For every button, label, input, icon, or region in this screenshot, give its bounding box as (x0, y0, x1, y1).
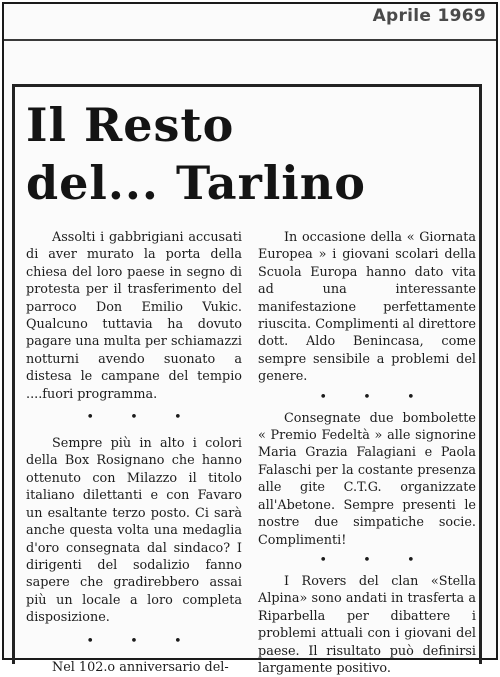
item-separator: • • • (86, 410, 198, 426)
article-headline (26, 96, 366, 212)
news-item-premio-fedelta: Consegnate due bombolette « Premio Fedeltà » alle signorine Maria Grazia Falagiani e Paola Falaschi per la costante presenza alle gite C.T.G. organizzate all'Abetone. Sempre presenti le nostre due simpatiche socie. Complimenti! (258, 410, 476, 548)
news-item-rovers: I Rovers del clan «Stella Alpina» sono andati in trasferta a Riparbella per dibattere i problemi attuali con i giovani del paese. Il risultato può definirsi largamente positivo. (258, 573, 476, 676)
issue-date: Aprile 1969 (372, 6, 486, 26)
headline-line-2: del... Tarlino (26, 156, 366, 210)
headline-line-1: Il Resto (26, 98, 235, 152)
news-item-giornata-europea: In occasione della « Giornata Europea » i giovani scolari della Scuola Europa hanno dato vita ad una interessante manifestazione perfettamente riuscita. Complimenti al direttore dott. Aldo Benincasa, come sempre sensibile a problemi del genere. (258, 230, 476, 385)
item-separator: • • • (86, 633, 198, 649)
news-item-box-rosignano: Sempre più in alto i colori della Box Rosignano che hanno ottenuto con Milazzo il titolo italiano dilettanti e con Favaro un esaltante terzo posto. Ci sarà anche questa volta una medaglia d'oro consegnata dal sindaco? I dirigenti del sodalizio fanno sapere che gradirebbero assai più un locale a loro completa disposizione. (26, 436, 242, 626)
item-separator: • • • (319, 552, 431, 568)
left-column (26, 229, 242, 676)
header-rule (4, 39, 496, 41)
news-item-anniversary: Nel 102.o anniversario del- (52, 659, 229, 675)
right-column (258, 229, 476, 677)
news-item-gabbro: Assolti i gabbrigiani accusati di aver murato la porta della chiesa del loro paese in segno di protesta per il trasferimento del parroco Don Emilio Vukic. Qualcuno tuttavia ha dovuto pagare una multa per schiamazzi notturni avendo suonato a distesa le campane del tempio ....fuori programma. (26, 230, 242, 402)
item-separator: • • • (319, 389, 431, 405)
